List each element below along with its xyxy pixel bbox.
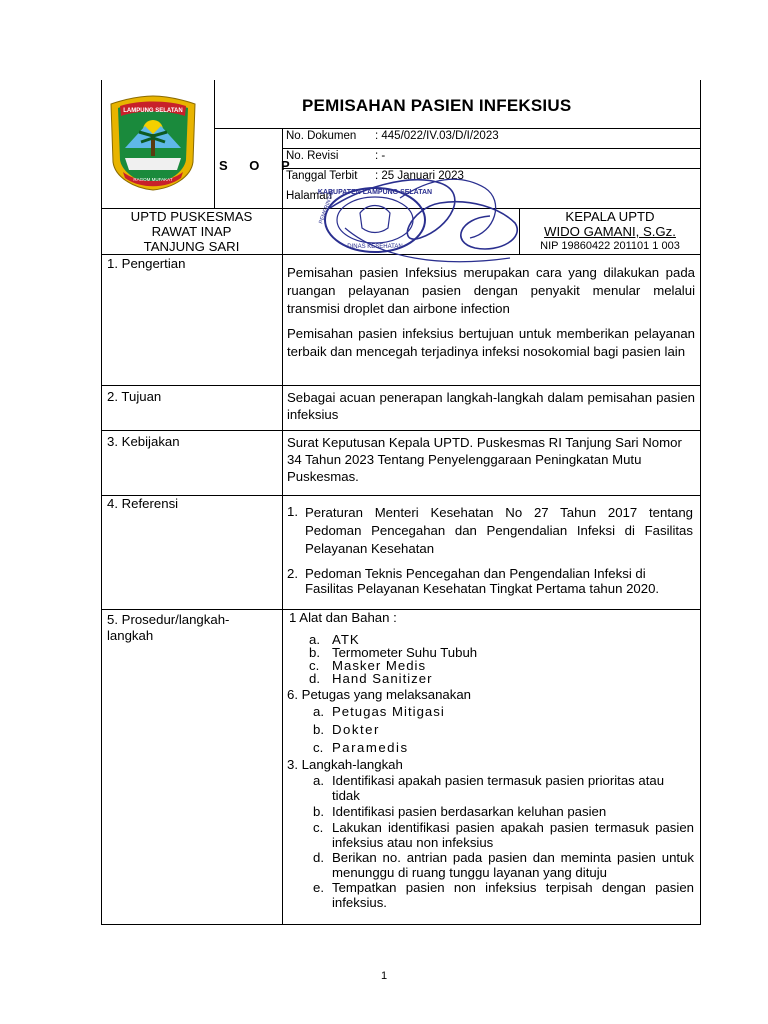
signatory-name: WIDO GAMANI, S.Gz. — [544, 224, 676, 239]
alat-item-key: d. — [309, 671, 320, 686]
section-5-label-line1: 5. Prosedur/langkah- — [107, 612, 230, 627]
document-title: PEMISAHAN PASIEN INFEKSIUS — [302, 96, 572, 115]
stamp-text-top: KABUPATEN LAMPUNG SELATAN — [317, 189, 433, 196]
institution-line1: UPTD PUSKESMAS — [130, 209, 253, 224]
meta-label-tanggal: Tanggal Terbit — [286, 170, 358, 182]
meta-value-doc: : 445/022/IV.03/D/I/2023 — [375, 130, 499, 142]
section-2-label: 2. Tujuan — [107, 389, 162, 404]
langkah-item: Lakukan identifikasi pasien apakah pasien termasuk pasien infeksius atau non infeksius — [332, 820, 694, 850]
alat-item: Masker Medis — [332, 658, 427, 673]
alat-item: Termometer Suhu Tubuh — [332, 645, 478, 660]
langkah-heading: 3. Langkah-langkah — [287, 757, 403, 772]
stamp-text-bottom: DINAS KESEHATAN — [347, 244, 403, 250]
petugas-item-key: b. — [313, 722, 324, 737]
alat-item: ATK — [332, 632, 360, 647]
section-1-paragraph-2: Pemisahan pasien infeksius bertujuan untuk memberikan pelayanan terbaik dan mencegah terjadinya infeksi nosokomial bagi pasien lain — [287, 326, 695, 359]
alat-item-key: a. — [309, 632, 320, 647]
meta-value-tanggal: : 25 Januari 2023 — [375, 170, 464, 182]
signatory-nip: NIP 19860422 201101 1 003 — [540, 240, 680, 252]
langkah-item: Identifikasi pasien berdasarkan keluhan pasien — [332, 804, 607, 819]
logo-text-bottom: RAGOM MUFAKAT — [133, 177, 173, 182]
langkah-item: Identifikasi apakah pasien termasuk pasien prioritas atau tidak — [332, 773, 665, 803]
petugas-item: Dokter — [332, 722, 380, 737]
section-3-paragraph: Surat Keputusan Kepala UPTD. Puskesmas RI Tanjung Sari Nomor 34 Tahun 2023 Tentang Penyelenggaraan Peningkatan Mutu Puskesmas. — [287, 435, 682, 484]
reference-2: Pedoman Teknis Pencegahan dan Pengendalian Infeksi di Fasilitas Pelayanan Kesehatan Tingkat Pertama tahun 2020. — [305, 566, 660, 596]
langkah-item-key: b. — [313, 804, 324, 819]
alat-item: Hand Sanitizer — [332, 671, 433, 686]
langkah-item: Berikan no. antrian pada pasien dan meminta pasien untuk menunggu di ruang tunggu layanan yang dituju — [332, 850, 694, 880]
langkah-item-key: e. — [313, 880, 324, 895]
langkah-item-key: d. — [313, 850, 324, 865]
meta-label-halaman: Halaman — [286, 190, 333, 202]
langkah-item-key: c. — [313, 820, 324, 835]
petugas-item-key: a. — [313, 704, 324, 719]
meta-label-revisi: No. Revisi — [286, 150, 339, 162]
institution-line2: RAWAT INAP — [151, 224, 232, 239]
reference-2-number: 2. — [287, 566, 298, 581]
reference-1-number: 1. — [287, 504, 298, 519]
meta-value-revisi: : - — [375, 150, 386, 162]
petugas-item-key: c. — [313, 740, 324, 755]
langkah-item-key: a. — [313, 773, 324, 788]
stamp-text-left: PEMERINTAH — [318, 189, 337, 225]
petugas-item: Paramedis — [332, 740, 409, 755]
section-2-paragraph: Sebagai acuan penerapan langkah-langkah dalam pemisahan pasien infeksius — [287, 390, 695, 422]
sop-label: S O P — [219, 158, 299, 173]
section-3-label: 3. Kebijakan — [107, 434, 180, 449]
petugas-item: Petugas Mitigasi — [332, 704, 445, 719]
section-1-paragraph-1: Pemisahan pasien Infeksius merupakan cara yang dilakukan pada ruangan pelayanan pasien dengan penyakit menular melalui transmisi droplet dan airbone infection — [287, 265, 695, 316]
signatory-title: KEPALA UPTD — [565, 209, 655, 224]
meta-label-doc: No. Dokumen — [286, 130, 357, 142]
page-number: 1 — [380, 970, 388, 982]
alat-item-key: c. — [309, 658, 320, 673]
logo-text-top: LAMPUNG SELATAN — [123, 108, 183, 114]
alat-item-key: b. — [309, 645, 320, 660]
petugas-heading: 6. Petugas yang melaksanakan — [287, 687, 472, 702]
langkah-item: Tempatkan pasien non infeksius terpisah dengan pasien infeksius. — [332, 880, 694, 910]
section-5-label-line2: langkah — [107, 628, 154, 643]
reference-1: Peraturan Menteri Kesehatan No 27 Tahun 2017 tentang Pedoman Pencegahan dan Pengendalian Infeksi di Fasilitas Pelayanan Kesehatan — [305, 505, 693, 556]
institution-line3: TANJUNG SARI — [143, 239, 240, 254]
alat-bahan-heading: 1 Alat dan Bahan : — [289, 610, 397, 625]
section-1-label: 1. Pengertian — [107, 256, 186, 271]
lampung-selatan-logo — [103, 92, 203, 197]
section-4-label: 4. Referensi — [107, 496, 179, 511]
official-stamp — [300, 168, 540, 278]
